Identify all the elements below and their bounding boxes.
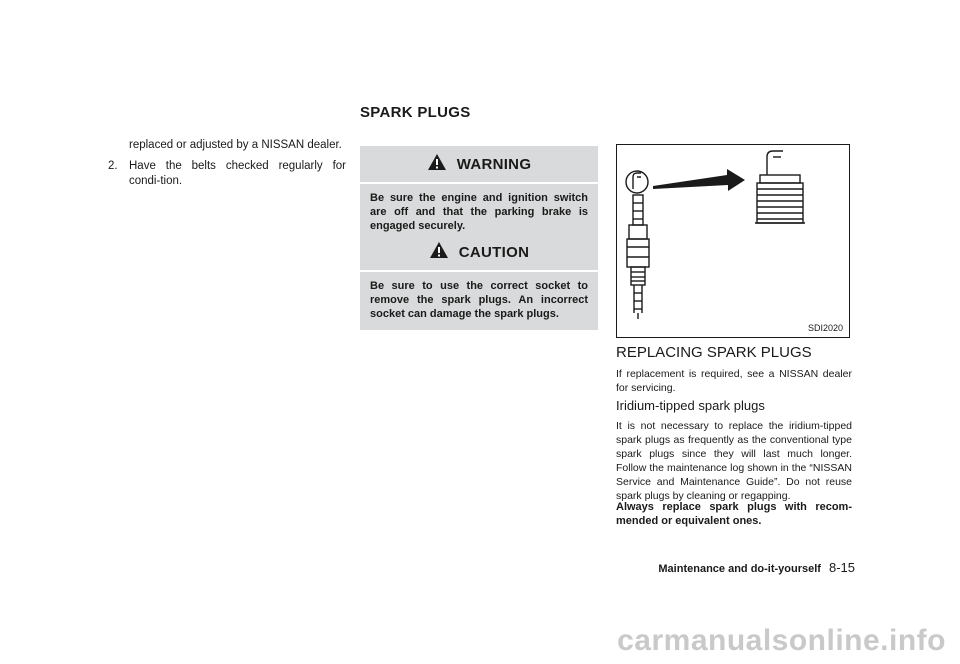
list-item-2 [108, 159, 346, 189]
replacing-text: If replacement is required, see a NISSAN dealer for servicing. [616, 368, 852, 394]
page-footer [650, 560, 855, 575]
caution-box [360, 234, 598, 330]
spark-plug-figure [616, 144, 850, 338]
spark-plug-illustration [617, 145, 851, 339]
warning-title: WARNING [456, 155, 532, 173]
warning-box [360, 146, 598, 242]
section-title: SPARK PLUGS [360, 104, 471, 121]
warning-triangle-icon [427, 153, 447, 175]
continued-text: replaced or adjusted by a NISSAN dealer. [129, 139, 342, 151]
iridium-text: It is not necessary to replace the iridium-tipped spark plugs as frequently as the conventional type spark plugs since they will last much longer. Follow the maintenance log shown in the “NISSAN Service and Maintenance Guide”. Do not reuse spark plugs by cleaning or regapping. [616, 420, 852, 502]
iridium-bold-text: Always replace spark plugs with recom-mended or equivalent ones. [616, 501, 852, 527]
caution-title: CAUTION [458, 243, 530, 261]
caution-text: Be sure to use the correct socket to remove the spark plugs. An incorrect socket can damage the spark plugs. [370, 280, 588, 320]
warning-text: Be sure the engine and ignition switch are off and that the parking brake is engaged securely. [370, 192, 588, 232]
list-item-text: Have the belts checked regularly for condi-tion. [129, 160, 346, 187]
list-item-number: 2. [108, 160, 118, 172]
footer-section: Maintenance and do-it-yourself [658, 563, 821, 575]
warning-header [360, 146, 598, 184]
caution-triangle-icon [429, 241, 449, 263]
watermark: carmanualsonline.info [617, 624, 946, 657]
replacing-heading: REPLACING SPARK PLUGS [616, 344, 812, 361]
iridium-heading: Iridium-tipped spark plugs [616, 398, 765, 413]
page-number: 8-15 [828, 560, 855, 575]
figure-label: SDI2020 [807, 323, 843, 333]
left-column [108, 138, 346, 189]
caution-header [360, 234, 598, 272]
